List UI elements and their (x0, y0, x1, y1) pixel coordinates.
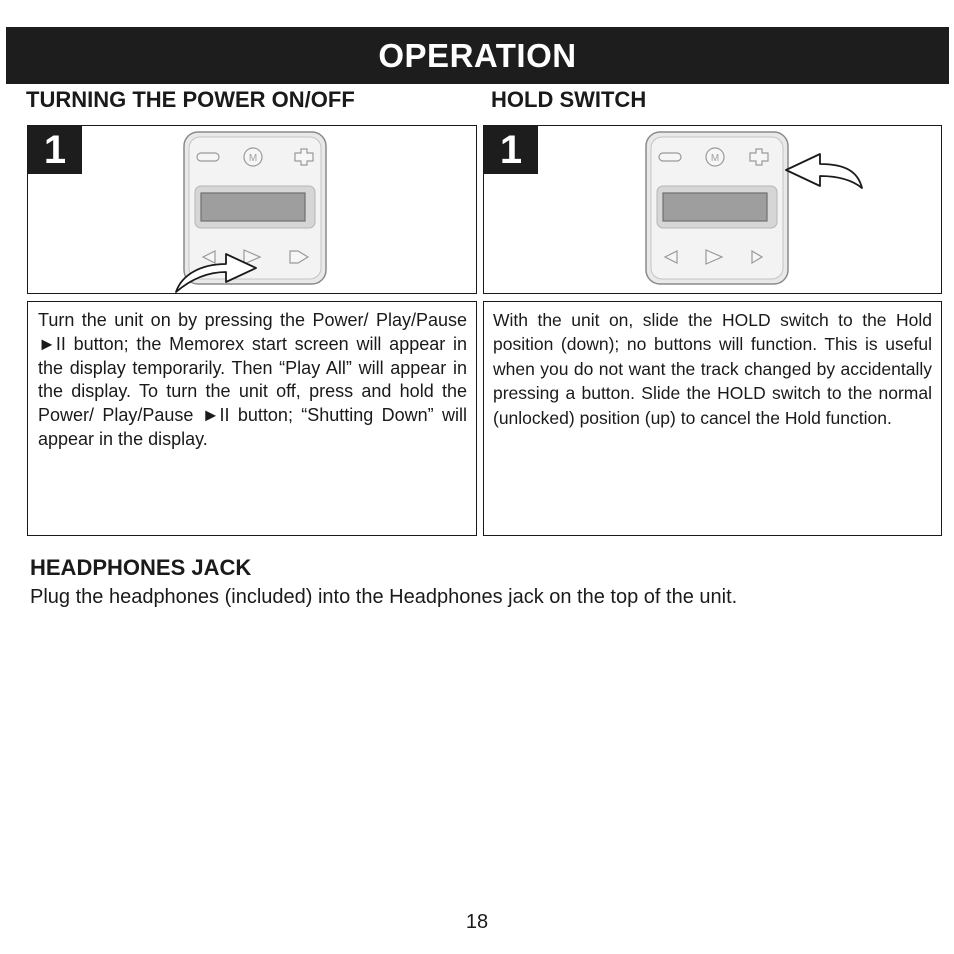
minus-button-icon (197, 153, 219, 161)
page-number: 18 (465, 911, 489, 933)
press-arrow-icon (168, 236, 288, 296)
hold-figure (483, 125, 942, 294)
power-section-heading: TURNING THE POWER ON/OFF (26, 87, 355, 112)
power-figure (27, 125, 477, 294)
display-screen (663, 193, 767, 221)
hold-instructions-text: With the unit on, slide the HOLD switch to the Hold position (down); no buttons will function. This is useful when you do not want the track changed by accidentally pressing a button. Slide the HOLD switch to the normal (unlocked) position (up) to cancel the Hold function. (493, 310, 932, 428)
hold-switch-arrow-icon (782, 148, 868, 192)
player-device-illustration (645, 131, 790, 286)
headphones-section-heading: HEADPHONES JACK (30, 555, 252, 580)
power-instructions-text: Turn the unit on by pressing the Power/ Play/Pause ►II button; the Memorex start screen will appear in the display temporarily. Then “Play All” will appear in the display. To turn the unit off, press and hold the Power/ Play/Pause ►II button; “Shutting Down” will appear in the display. (38, 310, 467, 449)
power-instructions-box (27, 301, 477, 536)
step-number: 1 (484, 126, 538, 174)
minus-button-icon (659, 153, 681, 161)
menu-button-letter: M (248, 153, 258, 164)
display-screen (201, 193, 305, 221)
menu-button-letter: M (710, 153, 720, 164)
headphones-instructions-text: Plug the headphones (included) into the Headphones jack on the top of the unit. (30, 586, 738, 608)
page-title: OPERATION (378, 36, 577, 74)
hold-section-heading: HOLD SWITCH (491, 87, 647, 112)
step-number: 1 (28, 126, 82, 174)
hold-instructions-box (483, 301, 942, 536)
page-banner (6, 27, 949, 84)
